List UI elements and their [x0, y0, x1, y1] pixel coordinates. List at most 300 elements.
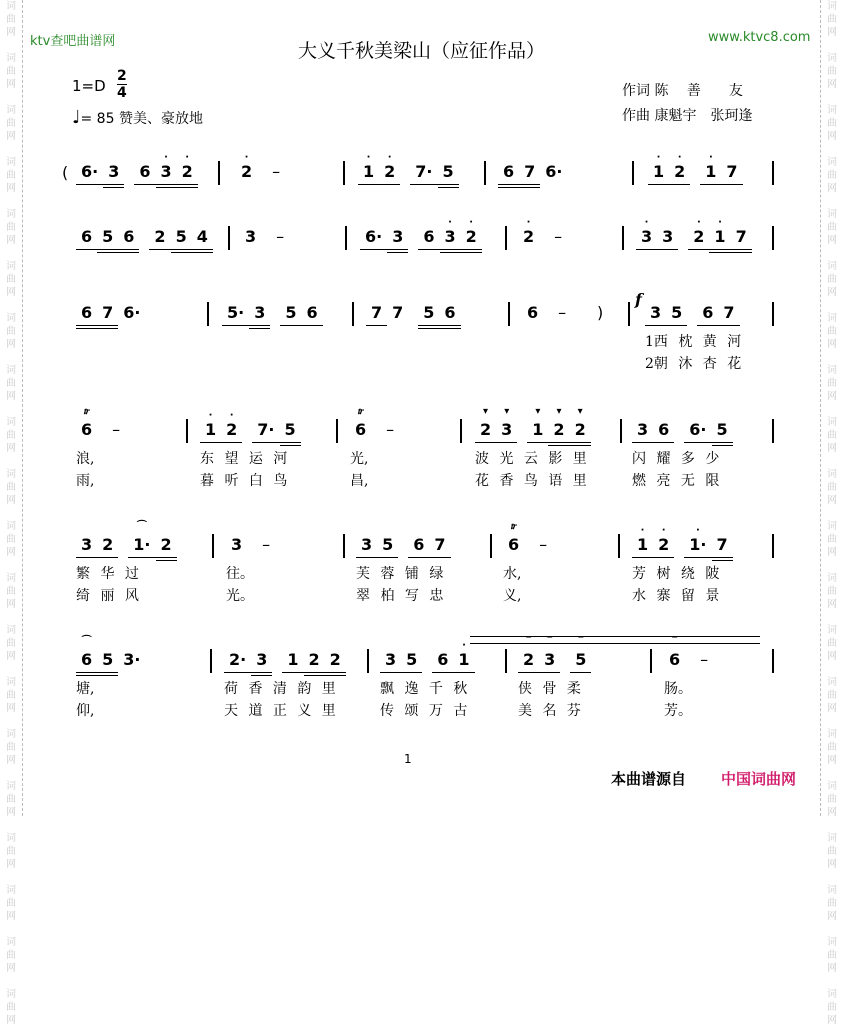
- note-digit: 7: [723, 303, 735, 322]
- barline: [484, 161, 486, 185]
- underline: [97, 249, 118, 250]
- underline: [648, 184, 669, 185]
- underline-double: [177, 187, 198, 188]
- note: [304, 651, 325, 669]
- lyric-line: 义,: [503, 588, 522, 604]
- ornament-mark: ‾: [578, 636, 584, 647]
- note-digit: 2: [553, 420, 565, 439]
- lyric-line: 芙 蓉 铺 绿: [356, 566, 444, 582]
- underline: [156, 557, 177, 558]
- note-digit: 2: [154, 227, 166, 246]
- underline: [539, 672, 560, 673]
- barline: [343, 161, 345, 185]
- key-signature: 1=D: [72, 77, 106, 95]
- lyric-line: 塘,: [76, 681, 95, 697]
- barline: [628, 302, 630, 326]
- augmentation-dot: ·: [426, 162, 433, 181]
- note-digit: 3: [544, 650, 556, 669]
- note-digit: 1: [287, 650, 299, 669]
- underline: [440, 249, 461, 250]
- note: [118, 651, 145, 669]
- rest-dash: [257, 163, 295, 181]
- note-digit: 5: [423, 303, 435, 322]
- underline: [304, 672, 325, 673]
- barline: [505, 226, 507, 250]
- underline: [684, 557, 711, 558]
- underline: [700, 184, 721, 185]
- underline: [548, 442, 569, 443]
- ornament-mark: ▾: [577, 406, 583, 417]
- note: [134, 163, 155, 181]
- note-digit: –: [558, 303, 567, 322]
- ornament-mark: ‾: [547, 636, 553, 647]
- note-digit: 2: [160, 535, 172, 554]
- note-digit: 1: [363, 162, 375, 181]
- underline: [688, 249, 709, 250]
- note: [418, 304, 439, 322]
- underline: [97, 672, 118, 673]
- underline-double: [387, 252, 408, 253]
- note: [666, 304, 687, 322]
- rest-dash: [539, 228, 577, 246]
- note: [280, 421, 301, 439]
- barline: [345, 226, 347, 250]
- note-digit: 3: [361, 535, 373, 554]
- note: [350, 406, 371, 439]
- underline: [475, 442, 496, 443]
- note: [653, 421, 674, 439]
- barline: [210, 649, 212, 673]
- note: [453, 640, 474, 669]
- note-digit: 2: [693, 227, 705, 246]
- underline-double: [712, 445, 733, 446]
- measure: [350, 406, 409, 439]
- note-digit: 2: [226, 420, 238, 439]
- underline: [408, 557, 429, 558]
- underline: [570, 442, 591, 443]
- ornament-mark: ▾: [483, 406, 489, 417]
- open-paren: (: [62, 163, 69, 182]
- underline-double: [461, 252, 482, 253]
- note: [518, 217, 539, 246]
- note-digit: 2: [658, 535, 670, 554]
- note: [226, 536, 247, 554]
- note-digit: 2: [523, 650, 535, 669]
- barline: [772, 226, 774, 250]
- note: [498, 163, 519, 181]
- note-digit: 1: [714, 227, 726, 246]
- underline: [251, 672, 272, 673]
- note-digit: 3: [650, 303, 662, 322]
- lyric-line: 闪 耀 多 少: [632, 451, 720, 467]
- rest-dash: [685, 651, 723, 669]
- note-digit: 5: [442, 162, 454, 181]
- underline: [439, 325, 460, 326]
- underline: [76, 249, 97, 250]
- ornament-mark: ▾: [535, 406, 541, 417]
- note: [429, 536, 450, 554]
- underline: [657, 249, 678, 250]
- underline-double: [251, 675, 272, 676]
- note-digit: 3: [160, 162, 172, 181]
- note-digit: 2: [308, 650, 320, 669]
- note: [360, 228, 387, 246]
- underline: [718, 325, 739, 326]
- note-digit: 3: [501, 420, 513, 439]
- ornament-mark: ⌒: [81, 636, 92, 647]
- underline-double: [280, 445, 301, 446]
- underline-double: [438, 187, 459, 188]
- underline: [76, 325, 97, 326]
- underline: [731, 249, 752, 250]
- note-digit: 3: [637, 420, 649, 439]
- augmentation-dot: ·: [238, 303, 245, 322]
- note-digit: 1: [689, 535, 701, 554]
- underline: [171, 249, 192, 250]
- underline: [302, 325, 323, 326]
- measure: [76, 152, 198, 181]
- note: [97, 536, 118, 554]
- note-digit: 6: [527, 303, 539, 322]
- note: [401, 651, 422, 669]
- dynamic-forte: f: [635, 290, 642, 309]
- lyric-line: 燃 亮 无 限: [632, 473, 720, 489]
- note: [408, 536, 429, 554]
- lyric-line: 美 名 芬: [518, 703, 581, 719]
- song-title: 大义千秋美梁山（应征作品）: [297, 40, 545, 62]
- underline: [453, 672, 474, 673]
- barline: [207, 302, 209, 326]
- underline: [177, 184, 198, 185]
- underline-double: [498, 187, 519, 188]
- underline: [712, 442, 733, 443]
- note-digit: 3: [385, 650, 397, 669]
- note: [76, 636, 97, 669]
- lyric-line: 传 颂 万 古: [380, 703, 468, 719]
- lyric-line: 水,: [503, 566, 522, 582]
- note: [684, 421, 711, 439]
- lyric-line: 芳 树 绕 陂: [632, 566, 720, 582]
- note: [721, 163, 742, 181]
- lyric-line: 花 香 鸟 语 里: [475, 473, 587, 489]
- note-digit: 3: [256, 650, 268, 669]
- barline: [618, 534, 620, 558]
- note: [697, 304, 718, 322]
- underline-double: [249, 328, 270, 329]
- underline: [200, 442, 221, 443]
- measure: [518, 636, 591, 669]
- note-digit: 5: [175, 227, 187, 246]
- measure: [222, 304, 323, 322]
- underline: [134, 184, 155, 185]
- note: [418, 228, 439, 246]
- underline: [632, 557, 653, 558]
- note-digit: 6: [81, 162, 93, 181]
- note: [570, 636, 591, 669]
- underline-double: [97, 252, 118, 253]
- rest-dash: [524, 536, 562, 554]
- barline: [650, 649, 652, 673]
- note: [97, 304, 118, 322]
- note: [712, 421, 733, 439]
- barline: [228, 226, 230, 250]
- note: [380, 651, 401, 669]
- note-digit: 6: [81, 420, 93, 439]
- underline-double: [118, 252, 139, 253]
- underline-double: [103, 187, 124, 188]
- measure: [226, 536, 285, 554]
- barline: [336, 419, 338, 443]
- note-digit: 1: [458, 650, 470, 669]
- augmentation-dot: ·: [700, 535, 707, 554]
- note-digit: 5: [227, 303, 239, 322]
- note: [377, 536, 398, 554]
- note-digit: 5: [284, 420, 296, 439]
- note-digit: 6: [689, 420, 701, 439]
- source-site-link[interactable]: 中国词曲网: [721, 770, 797, 788]
- note: [632, 525, 653, 554]
- note: [118, 304, 145, 322]
- underline: [697, 325, 718, 326]
- underline: [249, 325, 270, 326]
- note-digit: 5: [102, 650, 114, 669]
- rest-dash: [247, 536, 285, 554]
- underline-double: [192, 252, 213, 253]
- rest-dash: [543, 304, 581, 322]
- note: [440, 217, 461, 246]
- note: [684, 525, 711, 554]
- lyric-line: 波 光 云 影 里: [475, 451, 587, 467]
- measure: [360, 217, 482, 246]
- augmentation-dot: ·: [700, 420, 707, 439]
- barline: [508, 302, 510, 326]
- barline: [772, 649, 774, 673]
- underline: [128, 557, 155, 558]
- lyric-line: 翠 柏 写 忠: [356, 588, 444, 604]
- note: [653, 525, 674, 554]
- note: [128, 521, 155, 554]
- note: [518, 636, 539, 669]
- right-watermark-strip: 词 曲 网 词 曲 网 词 曲 网 词 曲 网 词 曲 网 词 曲 网 词 曲 网 词 曲 网 词 曲 网 词 曲 网 词 曲 网 词 曲 网 词 曲 网 词 曲 网 词 曲 网 词 曲 网 词 曲 网 词 曲 网 词 曲 网 词 曲 网: [820, 0, 843, 816]
- underline: [76, 557, 97, 558]
- note-digit: 6: [355, 420, 367, 439]
- high-octave-dot: ·: [695, 525, 700, 536]
- underline: [669, 184, 690, 185]
- high-octave-dot: ·: [718, 217, 722, 228]
- note: [709, 217, 730, 246]
- barline: [620, 419, 622, 443]
- augmentation-dot: ·: [376, 227, 383, 246]
- note: [325, 651, 346, 669]
- note-digit: 2: [384, 162, 396, 181]
- note-digit: 6: [81, 650, 93, 669]
- note-digit: 7: [735, 227, 747, 246]
- note-digit: 1: [705, 162, 717, 181]
- underline-double: [76, 675, 97, 676]
- underline: [632, 442, 653, 443]
- note: [224, 651, 251, 669]
- note: [76, 163, 103, 181]
- ornament-mark: 𝆖: [357, 406, 364, 417]
- note-digit: 3: [123, 650, 135, 669]
- lyric-line: 芳。: [664, 703, 692, 719]
- note: [718, 304, 739, 322]
- underline: [461, 249, 482, 250]
- underline: [377, 557, 398, 558]
- underline: [222, 325, 249, 326]
- barline: [218, 161, 220, 185]
- note: [664, 636, 685, 669]
- note-digit: 6: [81, 227, 93, 246]
- note: [192, 228, 213, 246]
- site-name-left[interactable]: ktv查吧曲谱网: [30, 34, 116, 49]
- barline: [772, 534, 774, 558]
- note: [731, 228, 752, 246]
- note-digit: 4: [196, 227, 208, 246]
- lyric-line: 肠。: [664, 681, 692, 697]
- underline: [712, 557, 733, 558]
- underline-double: [731, 252, 752, 253]
- site-url-right[interactable]: www.ktvc8.com: [708, 30, 811, 45]
- note: [539, 636, 560, 669]
- note-digit: 2: [523, 227, 535, 246]
- lyric-line: 浪,: [76, 451, 95, 467]
- note-digit: ): [597, 303, 604, 322]
- underline-double: [156, 560, 177, 561]
- note-digit: 2: [329, 650, 341, 669]
- measure: [645, 304, 740, 322]
- note: [379, 152, 400, 181]
- high-octave-dot: ·: [462, 640, 466, 651]
- note: [519, 163, 540, 181]
- note: [252, 421, 279, 439]
- note: [527, 406, 548, 439]
- note-digit: 7: [102, 303, 114, 322]
- barline: [622, 226, 624, 250]
- note-digit: 3: [641, 227, 653, 246]
- source-label: 本曲谱源自: [611, 770, 687, 788]
- note: [540, 163, 567, 181]
- note: [712, 536, 733, 554]
- note-digit: 1: [653, 162, 665, 181]
- lyric-line: 2朝 沐 杏 花: [645, 356, 742, 372]
- underline: [709, 249, 730, 250]
- quarter-note-icon: ♩: [72, 107, 81, 128]
- note-digit: 3: [444, 227, 456, 246]
- lyric-line: 暮 听 白 鸟: [200, 473, 288, 489]
- augmentation-dot: ·: [144, 535, 151, 554]
- note-digit: 7: [392, 303, 404, 322]
- note: [251, 651, 272, 669]
- note-digit: 6: [413, 535, 425, 554]
- note-digit: 6: [423, 227, 435, 246]
- note-digit: 3: [662, 227, 674, 246]
- note-digit: 7: [415, 162, 427, 181]
- note: [632, 421, 653, 439]
- note: [282, 651, 303, 669]
- note-digit: 2: [480, 420, 492, 439]
- underline: [325, 672, 346, 673]
- note-digit: 3: [392, 227, 404, 246]
- note: [149, 228, 170, 246]
- note-digit: 6: [669, 650, 681, 669]
- barline: [772, 419, 774, 443]
- note-digit: 2: [102, 535, 114, 554]
- note: [358, 152, 379, 181]
- underline: [76, 672, 97, 673]
- high-octave-dot: ·: [677, 152, 682, 163]
- underline: [387, 249, 408, 250]
- high-octave-dot: ·: [185, 152, 190, 163]
- barline: [343, 534, 345, 558]
- note: [503, 521, 524, 554]
- note: [669, 152, 690, 181]
- barline: [186, 419, 188, 443]
- underline: [645, 325, 666, 326]
- underline-double: [439, 328, 460, 329]
- high-octave-dot: ·: [244, 152, 249, 163]
- augmentation-dot: ·: [134, 650, 141, 669]
- underline: [221, 442, 242, 443]
- note: [496, 406, 517, 439]
- underline: [636, 249, 657, 250]
- underline-double: [548, 445, 569, 446]
- note-digit: 5: [102, 227, 114, 246]
- underline-double: [171, 252, 192, 253]
- underline: [360, 249, 387, 250]
- high-octave-dot: ·: [644, 217, 649, 228]
- barline: [352, 302, 354, 326]
- note: [522, 304, 543, 322]
- underline: [97, 325, 118, 326]
- underline: [380, 672, 401, 673]
- measure: [366, 304, 461, 322]
- underline: [282, 672, 303, 673]
- underline: [366, 325, 387, 326]
- note: [76, 536, 97, 554]
- measure: [518, 217, 577, 246]
- barline: [212, 534, 214, 558]
- high-octave-dot: ·: [229, 410, 234, 421]
- measure: [636, 217, 752, 246]
- note-digit: –: [272, 162, 281, 181]
- note-digit: 2: [181, 162, 193, 181]
- note: [645, 304, 666, 322]
- augmentation-dot: ·: [240, 650, 247, 669]
- note: [97, 651, 118, 669]
- note: [249, 304, 270, 322]
- note-digit: 7: [524, 162, 536, 181]
- measure: [200, 410, 301, 439]
- note: [156, 152, 177, 181]
- underline-double: [76, 328, 97, 329]
- ornament-mark: ⌒: [136, 521, 147, 532]
- measure: [240, 228, 299, 246]
- underline-double: [418, 328, 439, 329]
- note-digit: 6: [123, 227, 135, 246]
- rest-dash: [371, 421, 409, 439]
- note-digit: 7: [371, 303, 383, 322]
- ornament-mark: 𝆖: [83, 406, 90, 417]
- barline: [490, 534, 492, 558]
- lyric-line: 东 望 运 河: [200, 451, 288, 467]
- underline: [358, 184, 379, 185]
- note-digit: –: [700, 650, 709, 669]
- ornament-mark: ▾: [556, 406, 562, 417]
- underline: [280, 325, 301, 326]
- underline: [498, 184, 519, 185]
- high-octave-dot: ·: [661, 525, 666, 536]
